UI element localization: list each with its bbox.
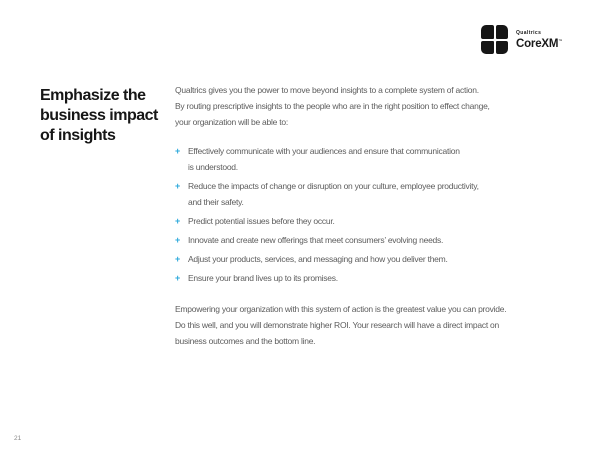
- page-number: 21: [14, 435, 22, 442]
- trademark-symbol: ™: [558, 38, 563, 44]
- bullet-text: Innovate and create new offerings that meet consumers’ evolving needs.: [188, 235, 444, 245]
- body-column: [175, 82, 555, 349]
- plus-bullet-icon: +: [175, 235, 181, 245]
- bullet-item: [175, 251, 555, 267]
- bullet-text: Reduce the impacts of change or disruption on your culture, employee productivity, and their safety.: [188, 181, 479, 207]
- plus-bullet-icon: +: [175, 216, 181, 226]
- page-title: Emphasize the business impact of insights: [40, 87, 158, 144]
- bullet-item: [175, 143, 555, 175]
- logo-text-block: [516, 25, 562, 50]
- bullet-list: [175, 143, 555, 286]
- bullet-text: Adjust your products, services, and messaging and how you deliver them.: [188, 254, 448, 264]
- plus-bullet-icon: +: [175, 181, 181, 191]
- plus-bullet-icon: +: [175, 273, 181, 283]
- bullet-item: [175, 232, 555, 248]
- plus-bullet-icon: +: [175, 254, 181, 264]
- closing-paragraph: Empowering your organization with this system of action is the greatest value you can provide. Do this well, and you will demonstrate higher ROI. Your research will have a direct impact on business outcomes and the bottom line.: [175, 304, 507, 346]
- qualtrics-corexm-logo: [481, 25, 562, 54]
- bullet-item: [175, 270, 555, 286]
- bullet-text: Ensure your brand lives up to its promises.: [188, 273, 338, 283]
- logo-product-text: CoreXM™: [516, 38, 563, 50]
- bullet-text: Effectively communicate with your audiences and ensure that communication is understood.: [188, 146, 460, 172]
- qualtrics-xm-logo-icon: [481, 25, 508, 54]
- logo-brand-text: Qualtrics: [516, 30, 542, 36]
- bullet-text: Predict potential issues before they occur.: [188, 216, 335, 226]
- bullet-item: [175, 213, 555, 229]
- intro-paragraph: Qualtrics gives you the power to move beyond insights to a complete system of action. By routing prescriptive insights to the people who are in the right position to effect change, your organization will be able to:: [175, 85, 490, 127]
- bullet-item: [175, 178, 555, 210]
- plus-bullet-icon: +: [175, 146, 181, 156]
